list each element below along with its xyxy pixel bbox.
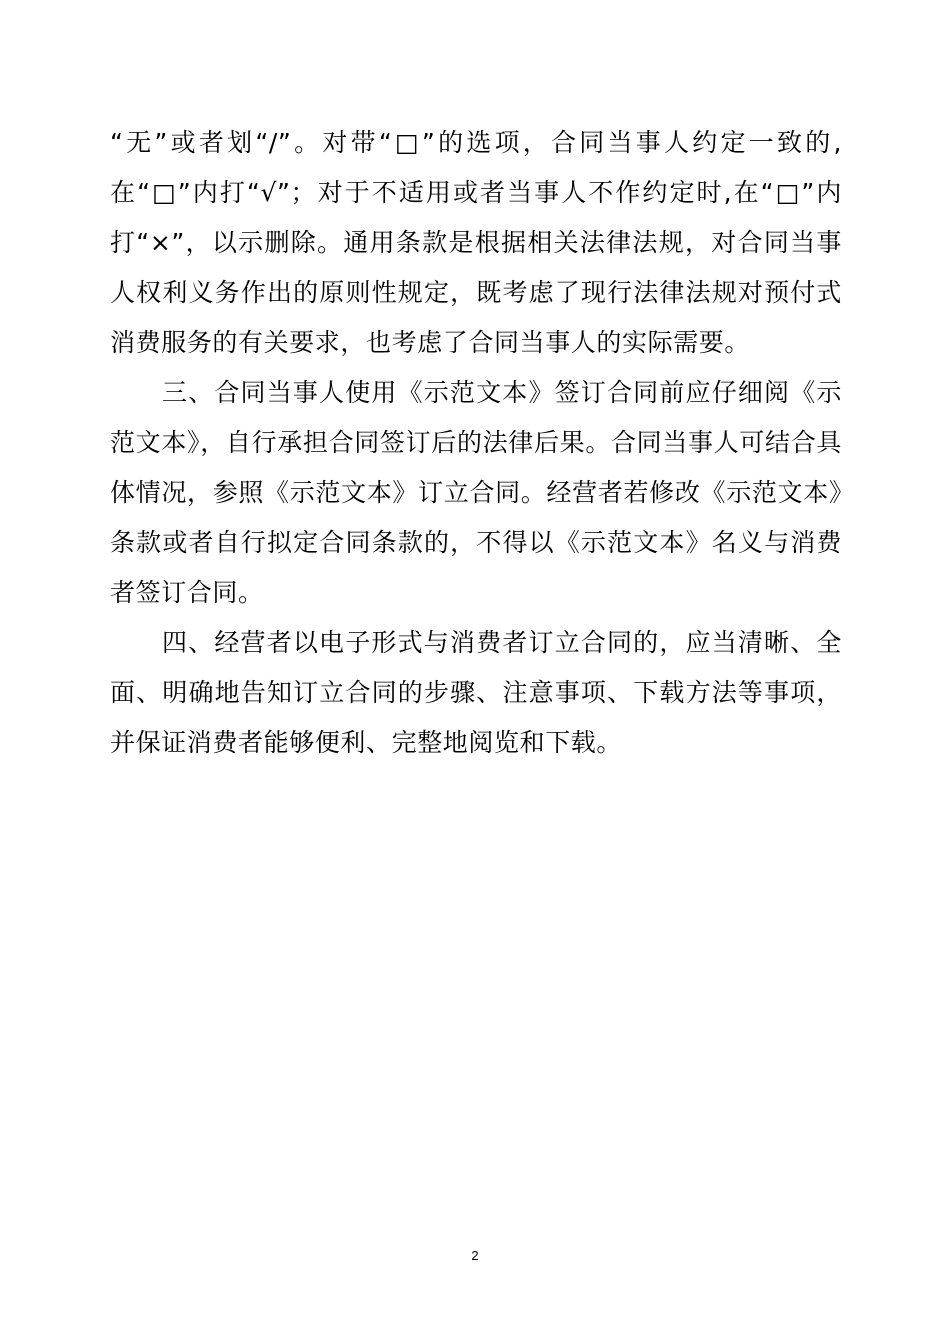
document-body bbox=[110, 118, 842, 768]
paragraph-continuation: “无”或者划“/”。对带“□”的选项，合同当事人约定一致的,在“□”内打“√”；对于不适用或者当事人不作约定时,在“□”内打“×”，以示删除。通用条款是根据相关法律法规，对合同当事人权利义务作出的原则性规定，既考虑了现行法律法规对预付式消费服务的有关要求，也考虑了合同当事人的实际需要。 bbox=[110, 128, 842, 357]
page-number: 2 bbox=[471, 1248, 479, 1263]
paragraph-item-four: 四、经营者以电子形式与消费者订立合同的，应当清晰、全面、明确地告知订立合同的步骤、注意事项、下载方法等事项，并保证消费者能够便利、完整地阅览和下载。 bbox=[110, 628, 842, 757]
paragraph-item-three: 三、合同当事人使用《示范文本》签订合同前应仔细阅《示范文本》，自行承担合同签订后的法律后果。合同当事人可结合具体情况，参照《示范文本》订立合同。经营者若修改《示范文本》条款或者自行拟定合同条款的，不得以《示范文本》名义与消费者签订合同。 bbox=[110, 378, 842, 607]
